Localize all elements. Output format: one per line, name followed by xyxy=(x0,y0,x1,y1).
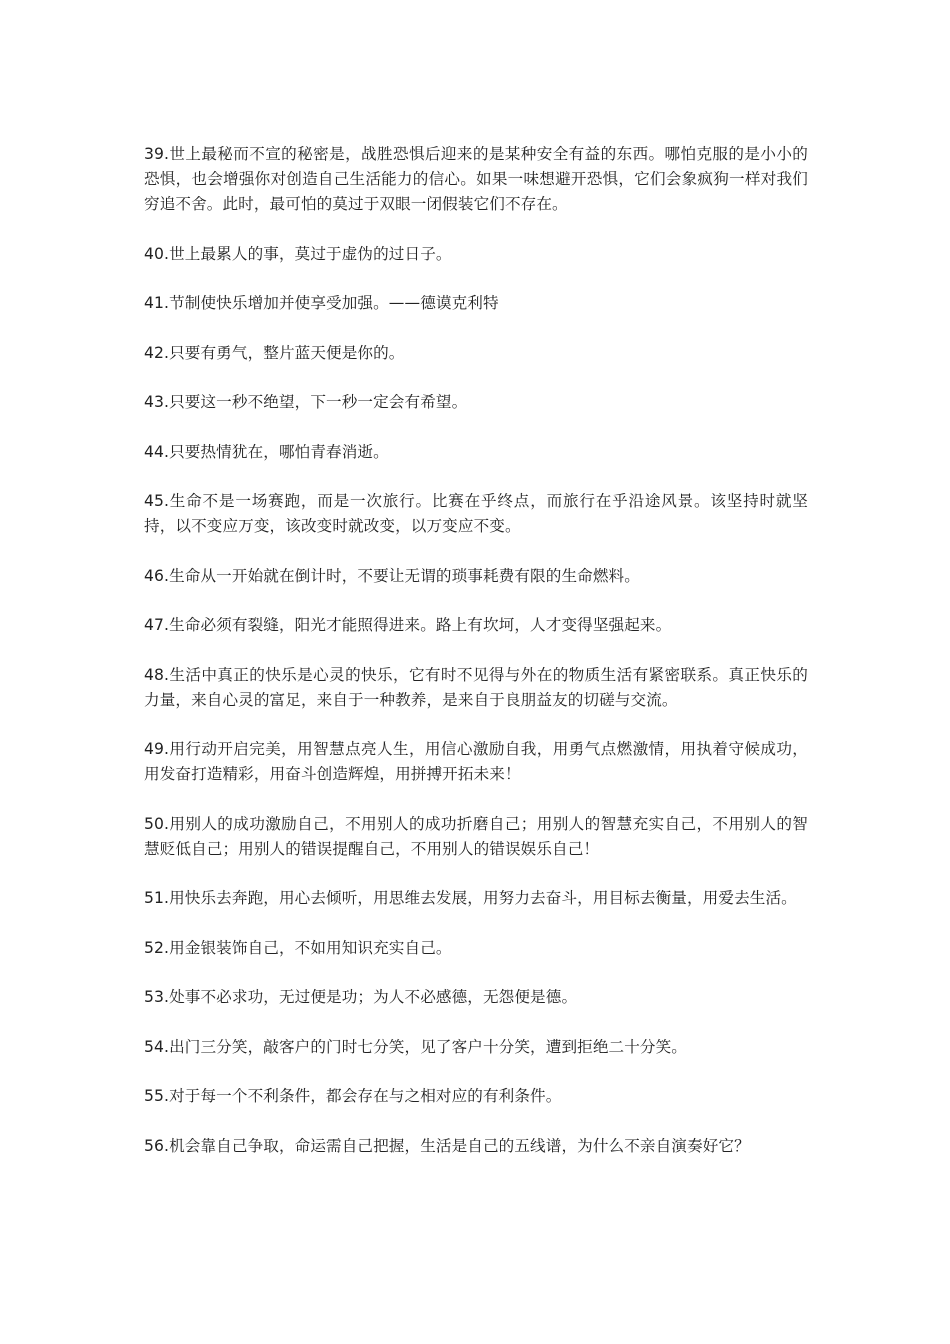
quote-39: 39.世上最秘而不宣的秘密是，战胜恐惧后迎来的是某种安全有益的东西。哪怕克服的是小小的恐惧，也会增强你对创造自己生活能力的信心。如果一味想避开恐惧，它们会象疯狗一样对我们穷追不舍。此时，最可怕的莫过于双眼一闭假装它们不存在。 xyxy=(144,145,808,213)
quote-44: 44.只要热情犹在，哪怕青春消逝。 xyxy=(144,442,389,461)
quote-46: 46.生命从一开始就在倒计时，不要让无谓的琐事耗费有限的生命燃料。 xyxy=(144,566,640,585)
quote-49: 49.用行动开启完美，用智慧点亮人生，用信心激励自我，用勇气点燃激情，用执着守候成功，用发奋打造精彩，用奋斗创造辉煌，用拼搏开拓未来！ xyxy=(144,740,808,783)
quote-40: 40.世上最累人的事，莫过于虚伪的过日子。 xyxy=(144,244,452,263)
quote-47: 47.生命必须有裂缝，阳光才能照得进来。路上有坎坷，人才变得坚强起来。 xyxy=(144,616,672,634)
quote-45: 45.生命不是一场赛跑，而是一次旅行。比赛在乎终点，而旅行在乎沿途风景。该坚持时就坚持，以不变应万变，该改变时就改变，以万变应不变。 xyxy=(144,492,808,535)
quote-41: 41.节制使快乐增加并使享受加强。——德谟克利特 xyxy=(144,294,499,312)
quote-50: 50.用别人的成功激励自己，不用别人的成功折磨自己；用别人的智慧充实自己，不用别人的智慧贬低自己；用别人的错误提醒自己，不用别人的错误娱乐自己！ xyxy=(144,814,808,858)
quote-54: 54.出门三分笑，敲客户的门时七分笑，见了客户十分笑，遭到拒绝二十分笑。 xyxy=(144,1037,687,1056)
quote-43: 43.只要这一秒不绝望，下一秒一定会有希望。 xyxy=(144,393,468,411)
document-page xyxy=(144,142,808,1183)
quote-55: 55.对于每一个不利条件，都会存在与之相对应的有利条件。 xyxy=(144,1087,562,1105)
quote-56: 56.机会靠自己争取，命运需自己把握，生活是自己的五线谱，为什么不亲自演奏好它？ xyxy=(144,1136,750,1155)
quote-42: 42.只要有勇气，整片蓝天便是你的。 xyxy=(144,343,405,362)
quote-51: 51.用快乐去奔跑，用心去倾听，用思维去发展，用努力去奋斗，用目标去衡量，用爱去生活。 xyxy=(144,889,797,907)
quote-52: 52.用金银装饰自己，不如用知识充实自己。 xyxy=(144,938,452,957)
quote-53: 53.处事不必求功，无过便是功；为人不必感德，无怨便是德。 xyxy=(144,988,578,1006)
quote-48: 48.生活中真正的快乐是心灵的快乐，它有时不见得与外在的物质生活有紧密联系。真正快乐的力量，来自心灵的富足，来自于一种教养，是来自于良朋益友的切磋与交流。 xyxy=(144,665,808,709)
